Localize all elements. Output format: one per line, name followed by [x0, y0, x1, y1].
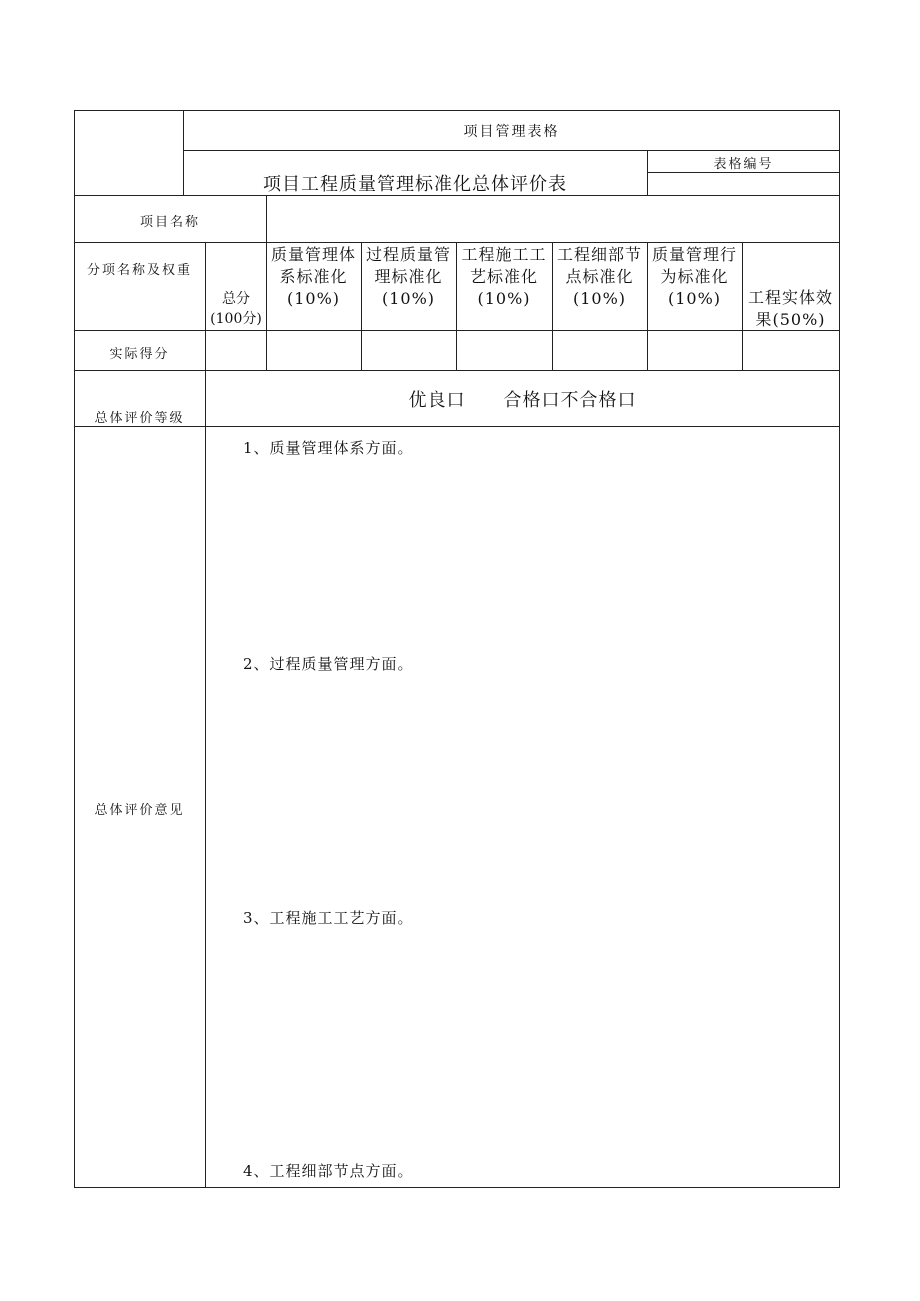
- weights-label: 分项名称及权重: [86, 263, 192, 278]
- form-number-label: 表格编号: [713, 157, 774, 172]
- opinion-item: 3、工程施工工艺方面。: [243, 909, 414, 927]
- weight-item: 质量管理体系标准化(10%): [270, 245, 356, 308]
- weight-item: 工程施工工艺标准化(10%): [461, 245, 547, 308]
- form-category: 项目管理表格: [463, 124, 560, 140]
- weight-item: 工程细部节点标准化(10%): [556, 245, 642, 308]
- score-cell[interactable]: [743, 331, 839, 370]
- project-name-label: 项目名称: [139, 215, 200, 230]
- grade-options[interactable]: 优良口 合格口不合格口: [408, 390, 637, 411]
- table-title: 项目工程质量管理标准化总体评价表: [263, 174, 567, 195]
- opinion-item: 1、质量管理体系方面。: [243, 439, 414, 457]
- score-cell[interactable]: [457, 331, 552, 370]
- weight-item: 过程质量管理标准化(10%): [365, 245, 451, 308]
- form-number-value[interactable]: [650, 175, 836, 193]
- total-score-header: 总分(100分): [210, 291, 262, 327]
- opinion-label: 总体评价意见: [94, 803, 185, 818]
- score-cell[interactable]: [648, 331, 742, 370]
- project-name-field[interactable]: [270, 206, 835, 236]
- weight-item: 质量管理行为标准化(10%): [651, 245, 737, 308]
- score-cell[interactable]: [362, 331, 456, 370]
- score-cell[interactable]: [206, 331, 266, 370]
- actual-score-label: 实际得分: [109, 347, 170, 362]
- weight-item: 工程实体效果(50%): [747, 288, 833, 329]
- score-cell[interactable]: [267, 331, 361, 370]
- opinion-item: 4、工程细部节点方面。: [243, 1162, 414, 1180]
- opinion-item: 2、过程质量管理方面。: [243, 655, 414, 673]
- grade-label: 总体评价等级: [94, 411, 185, 426]
- score-cell[interactable]: [553, 331, 647, 370]
